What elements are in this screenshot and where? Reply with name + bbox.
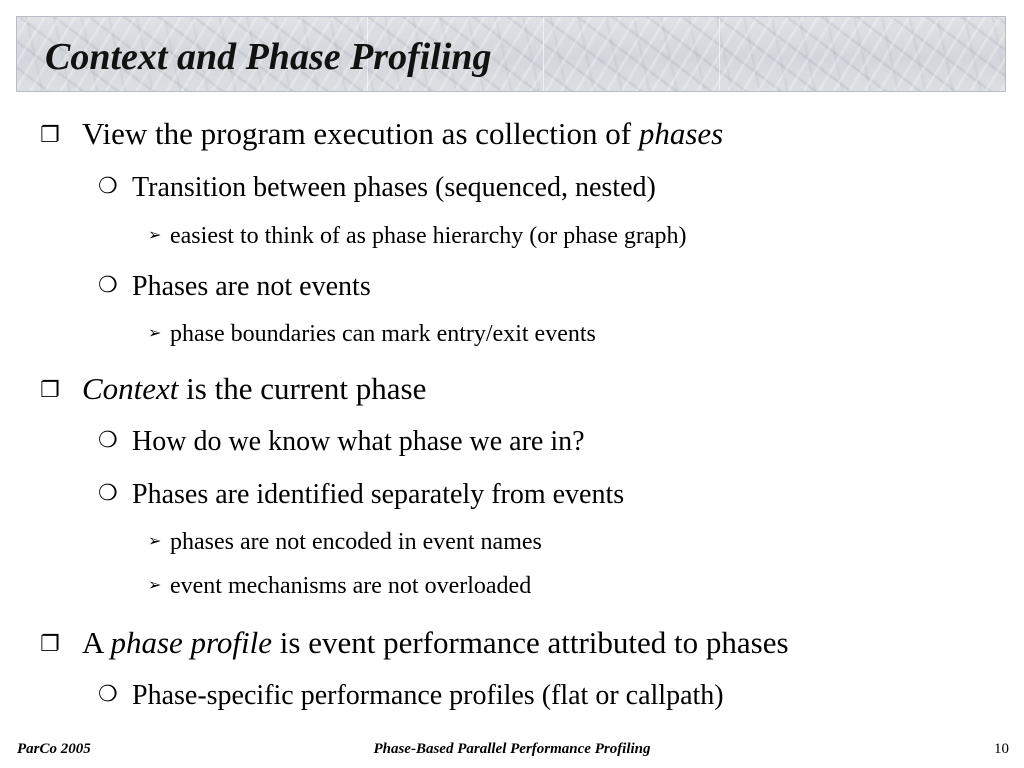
slide-title: Context and Phase Profiling — [45, 36, 492, 78]
circle-bullet-icon: ❍ — [98, 682, 118, 707]
arrow-bullet-icon: ➢ — [148, 575, 162, 594]
box-bullet-icon: ❐ — [40, 632, 60, 657]
arrow-bullet-icon: ➢ — [148, 531, 162, 550]
bullet-level2 — [98, 682, 724, 710]
bullet-text: How do we know what phase we are in? — [132, 426, 585, 457]
page-number: 10 — [994, 741, 1009, 757]
bullet-emphasis: phase profile — [110, 625, 273, 660]
bullet-text: View the program execution as collection of — [82, 116, 639, 151]
circle-bullet-icon: ❍ — [98, 174, 118, 199]
bullet-emphasis: Context — [82, 371, 179, 406]
box-bullet-icon: ❐ — [40, 123, 60, 148]
bullet-emphasis: phases — [638, 116, 724, 151]
bullet-text: Transition between phases (sequenced, nested) — [132, 172, 656, 203]
bullet-level3 — [148, 530, 542, 554]
bullet-level2 — [98, 273, 371, 301]
bullet-level3 — [148, 322, 596, 346]
circle-bullet-icon: ❍ — [98, 481, 118, 506]
bullet-text: phases are not encoded in event names — [170, 529, 542, 555]
arrow-bullet-icon: ➢ — [148, 323, 162, 342]
bullet-text: Phases are not events — [132, 271, 371, 302]
box-bullet-icon: ❐ — [40, 378, 60, 403]
bullet-text: is the current phase — [178, 371, 427, 406]
footer-presentation-title: Phase-Based Parallel Performance Profiling — [373, 741, 651, 757]
bullet-level2 — [98, 428, 585, 456]
circle-bullet-icon: ❍ — [98, 273, 118, 298]
bullet-level2 — [98, 174, 656, 202]
bullet-text: A — [82, 625, 111, 660]
bullet-level1 — [40, 627, 789, 658]
circle-bullet-icon: ❍ — [98, 428, 118, 453]
bullet-text: event mechanisms are not overloaded — [170, 573, 532, 599]
arrow-bullet-icon: ➢ — [148, 225, 162, 244]
bullet-level2 — [98, 481, 624, 509]
bullet-text: phase boundaries can mark entry/exit events — [170, 321, 596, 347]
footer-conference: ParCo 2005 — [17, 741, 91, 757]
bullet-level3 — [148, 574, 531, 598]
bullet-text: easiest to think of as phase hierarchy (or phase graph) — [170, 223, 687, 249]
bullet-text: Phases are identified separately from events — [132, 479, 625, 510]
bullet-level1 — [40, 373, 426, 404]
bullet-text: Phase-specific performance profiles (flat or callpath) — [132, 680, 724, 711]
bullet-level1 — [40, 118, 723, 149]
banner-tile-seam — [719, 17, 720, 91]
bullet-level3 — [148, 224, 686, 248]
title-banner — [16, 16, 1006, 92]
banner-tile-seam — [543, 17, 544, 91]
slide-footer — [0, 741, 1024, 763]
bullet-text: is event performance attributed to phases — [272, 625, 789, 660]
